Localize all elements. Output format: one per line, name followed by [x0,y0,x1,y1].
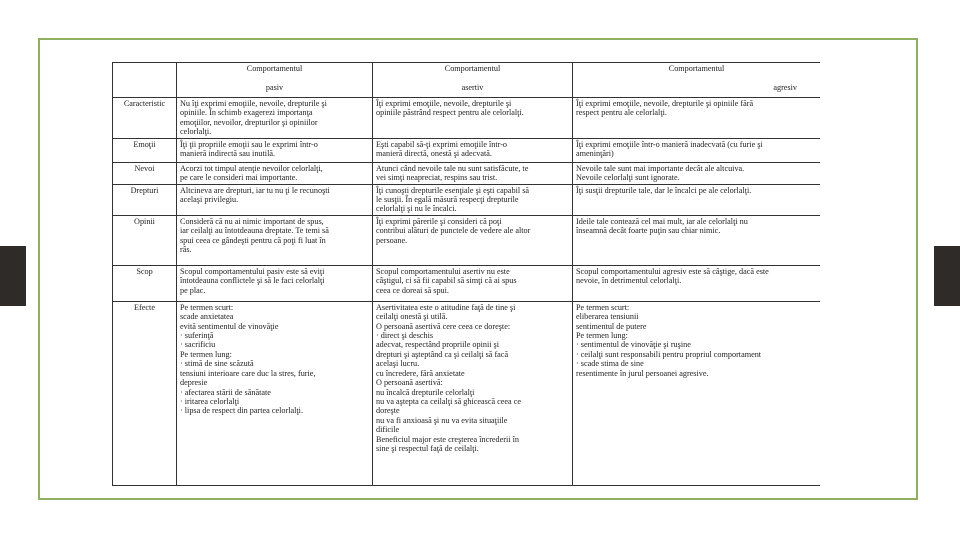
cell-line: eliberarea tensiunii [576,312,639,322]
row-label: Nevoi [113,162,177,184]
cell-agresiv [573,138,821,162]
row-label: Drepturi [113,184,177,215]
cell-line: pe care le consideri mai importante. [180,173,298,183]
table-row [113,301,821,485]
cell-line: · lipsa de respect din partea celorlalţi. [180,406,303,416]
cell-line: acelaşi privilegiu. [180,195,239,205]
cell-line: persoane. [376,235,408,245]
comparison-table [112,62,820,486]
cell-pasiv [177,98,373,139]
cell-line: Pe termen lung: [576,331,628,341]
cell-line: râs. [180,245,192,255]
cell-line: ameninţări) [576,149,614,159]
cell-line: contribui alături de punctele de vedere ale altor [376,226,531,236]
cell-asertiv [373,215,573,265]
cell-line: Nevoile tale sunt mai importante decât ale altcuiva. [576,163,745,173]
cell-line: Îţi cunoşti drepturile esenţiale şi eşti capabil să [376,185,530,195]
row-label: Emoţii [113,138,177,162]
cell-line: O persoană asertivă: [376,378,443,388]
right-slide-tab [934,246,960,306]
cell-line: celorlalţi. [180,127,212,137]
row-label: Caracteristic [113,98,177,139]
cell-line: celorlalţi şi nu le încalci. [376,204,457,214]
table-row [113,162,821,184]
cell-line: opiniile păstrând respect pentru ale celorlalţi. [376,108,524,118]
row-label: Opinii [113,215,177,265]
table-row [113,265,821,301]
cell-line: · stimă de sine scăzută [180,359,254,369]
table-row [113,98,821,139]
header-pasiv: Comportamentul pasiv [177,63,373,98]
header-row [113,63,821,98]
cell-line: Scopul comportamentului pasiv este să eviţi [180,266,325,276]
cell-line: cu încredere, fără anxietate [376,368,465,378]
cell-pasiv [177,184,373,215]
cell-line: spui ceea ce gândeşti pentru că poţi fi luat în [180,235,326,245]
cell-line: doreşte [376,406,400,416]
cell-line: Îţi susţii drepturile tale, dar le încalci pe ale celorlalţi. [576,185,752,195]
cell-line: Îţi ţii propriile emoţii sau le exprimi într-o [180,139,318,149]
cell-line: Eşti capabil să-ţi exprimi emoţiile într-o [376,139,508,149]
cell-line: Asertivitatea este o atitudine faţă de tine şi [376,302,516,312]
cell-line: Pe termen lung: [180,349,232,359]
cell-line: · sentimentul de vinovăţie şi ruşine [576,340,691,350]
cell-line: Ideile tale contează cel mai mult, iar ale celorlalţi nu [576,216,748,226]
cell-line: sentimentul de putere [576,321,647,331]
cell-line: Nevoile celorlalţi sunt ignorate. [576,173,680,183]
cell-line: nu va aştepta ca ceilalţi să ghicească ceea ce [376,396,522,406]
cell-line: · scade stima de sine [576,359,644,369]
cell-asertiv [373,265,573,301]
cell-line: scade anxietatea [180,312,234,322]
cell-line: Consideră că nu ai nimic important de spus, [180,216,324,226]
cell-line: Pe termen scurt: [180,302,234,312]
cell-line: resentimente în jurul persoanei agresive. [576,368,709,378]
cell-line: · afectarea stării de sănătate [180,387,271,397]
cell-line: Îţi exprimi emoţiile, nevoile, drepturile şi [376,99,512,108]
cell-line: respect pentru ale celorlalţi. [576,108,667,118]
cell-line: · sacrificiu [180,340,216,350]
header-empty [113,63,177,98]
document-image [112,62,820,494]
cell-agresiv [573,301,821,485]
cell-line: acelaşi lucru. [376,359,420,369]
table-row [113,138,821,162]
cell-line: sine şi respectul faţă de ceilalţi. [376,443,479,453]
cell-line: opiniile. În schimb exagerezi importanţa [180,108,313,118]
cell-line: manieră indirectă sau inutilă. [180,149,276,159]
cell-line: vei simţi neapreciat, respins sau trist. [376,173,498,183]
left-slide-tab [0,246,26,306]
cell-line: · suferinţă [180,331,214,341]
cell-line: · ceilalţi sunt responsabili pentru propriul comportament [576,349,762,359]
cell-pasiv [177,301,373,485]
cell-line: ceilalţi onestă şi utilă. [376,312,448,322]
cell-line: Scopul comportamentului agresiv este să câştige, dacă este [576,266,769,276]
cell-asertiv [373,162,573,184]
cell-line: tensiuni interioare care duc la stres, furie, [180,368,316,378]
cell-line: Acorzi tot timpul atenţie nevoilor celorlalţi, [180,163,323,173]
cell-line: ceea ce doreai să spui. [376,285,449,295]
cell-agresiv [573,98,821,139]
cell-line: depresie [180,378,208,388]
cell-line: Îţi exprimi părerile şi consideri că poţi [376,216,502,226]
cell-asertiv [373,138,573,162]
cell-line: pe plac. [180,285,206,295]
cell-line: drepturi şi aşteptând ca şi ceilalţi să facă [376,349,509,359]
cell-line: emoţiilor, nevoilor, drepturilor şi opiniilor [180,117,318,127]
table-row [113,215,821,265]
cell-agresiv [573,265,821,301]
header-agresiv: Comportamentul agresiv [573,63,821,98]
cell-line: iar ceilalţi au întotdeauna dreptate. Te temi să [180,226,329,236]
cell-line: câştigul, ci să fii capabil să simţi că ai spus [376,276,517,286]
cell-line: nu va fi anxioasă şi nu va evita situaţiile [376,415,508,425]
cell-line: Altcineva are drepturi, iar tu nu ţi le recunoşti [180,185,330,195]
cell-line: întotdeauna conflictele şi să le faci celorlalţi [180,276,325,286]
cell-asertiv [373,184,573,215]
cell-line: le susţii. În egală măsură respecţi drepturile [376,195,519,205]
cell-line: nu încalcă drepturile celorlalţi [376,387,475,397]
cell-pasiv [177,138,373,162]
cell-line: manieră directă, onestă şi adecvată. [376,149,492,159]
cell-line: Îţi exprimi emoţiile într-o manieră inadecvată (cu furie şi [576,139,763,149]
cell-line: Îţi exprimi emoţiile, nevoile, drepturile şi opiniile fără [576,99,754,108]
cell-line: Pe termen scurt: [576,302,630,312]
cell-line: · direct şi deschis [376,331,434,341]
header-asertiv: Comportamentul asertiv [373,63,573,98]
cell-line: adecvat, respectând propriile opinii şi [376,340,499,350]
cell-line: nevoie, în detrimentul celorlalţi. [576,276,682,286]
cell-line: înseamnă decât foarte puţin sau chiar nimic. [576,226,721,236]
cell-asertiv [373,301,573,485]
cell-line: O persoană asertivă cere ceea ce doreşte: [376,321,511,331]
table-row [113,184,821,215]
row-label: Efecte [113,301,177,485]
cell-line: Scopul comportamentului asertiv nu este [376,266,510,276]
cell-agresiv [573,215,821,265]
cell-line: dificile [376,425,400,435]
cell-pasiv [177,162,373,184]
cell-line: · iritarea celorlalţi [180,396,240,406]
cell-agresiv [573,162,821,184]
cell-line: Atunci când nevoile tale nu sunt satisfăcute, te [376,163,529,173]
cell-asertiv [373,98,573,139]
cell-pasiv [177,265,373,301]
cell-line: evită sentimentul de vinovăţie [180,321,279,331]
cell-pasiv [177,215,373,265]
row-label: Scop [113,265,177,301]
cell-line: Nu îţi exprimi emoţiile, nevoile, drepturile şi [180,99,327,108]
cell-agresiv [573,184,821,215]
cell-line: Beneficiul major este creşterea încrederii în [376,434,519,444]
